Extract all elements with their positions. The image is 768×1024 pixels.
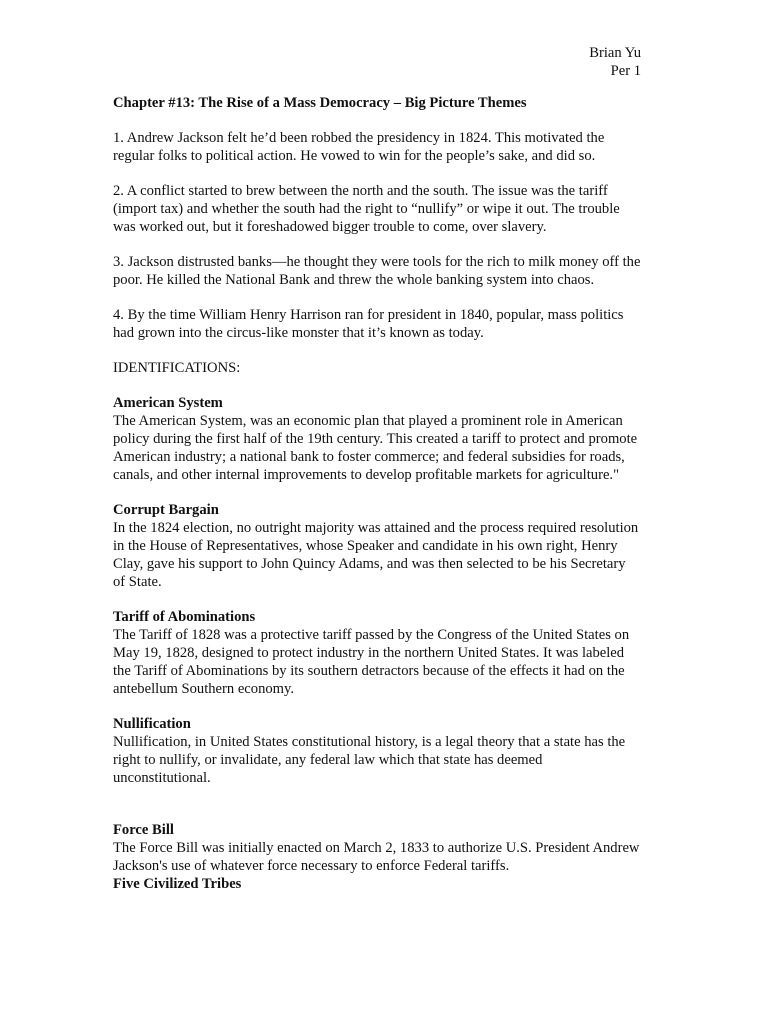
identification-corrupt-bargain bbox=[113, 501, 641, 591]
term-title: Nullification bbox=[113, 716, 191, 732]
student-name: Brian Yu bbox=[589, 45, 641, 61]
term-title: American System bbox=[113, 395, 223, 411]
class-period: Per 1 bbox=[610, 63, 641, 79]
theme-3: 3. Jackson distrusted banks—he thought they were tools for the rich to milk money off the poor. He killed the National Bank and threw the whole banking system into chaos. bbox=[113, 254, 641, 288]
term-definition: Nullification, in United States constitutional history, is a legal theory that a state has the right to nullify, or invalidate, any federal law which that state has deemed unconstitutional. bbox=[113, 734, 626, 786]
student-header bbox=[113, 44, 641, 80]
identification-american-system bbox=[113, 394, 641, 484]
term-definition: In the 1824 election, no outright majority was attained and the process required resolution in the House of Representatives, whose Speaker and candidate in his own right, Henry Clay, gave his support to John Quincy Adams, and was then selected to be his Secretary of State. bbox=[113, 520, 639, 590]
identification-five-civilized-tribes bbox=[113, 875, 641, 893]
term-title: Five Civilized Tribes bbox=[113, 876, 242, 892]
big-picture-themes bbox=[113, 129, 641, 342]
document-page bbox=[113, 44, 641, 910]
chapter-title: Chapter #13: The Rise of a Mass Democracy – Big Picture Themes bbox=[113, 95, 527, 111]
identifications-heading: IDENTIFICATIONS: bbox=[113, 360, 241, 376]
term-definition: The American System, was an economic plan that played a prominent role in American policy during the first half of the 19th century. This created a tariff to protect and promote American industry; a national bank to foster commerce; and federal subsidies for roads, canals, and other internal improvements to develop profitable markets for agriculture." bbox=[113, 413, 638, 483]
term-title: Force Bill bbox=[113, 822, 174, 838]
theme-2: 2. A conflict started to brew between the north and the south. The issue was the tariff (import tax) and whether the south had the right to “nullify” or wipe it out. The trouble was worked out, but it foreshadowed bigger trouble to come, over slavery. bbox=[113, 183, 620, 235]
theme-1: 1. Andrew Jackson felt he’d been robbed the presidency in 1824. This motivated the regular folks to political action. He vowed to win for the people’s sake, and did so. bbox=[113, 130, 605, 164]
identifications-list bbox=[113, 394, 641, 893]
identification-nullification bbox=[113, 715, 641, 787]
identification-tariff-of-abominations bbox=[113, 608, 641, 698]
theme-4: 4. By the time William Henry Harrison ran for president in 1840, popular, mass politics had grown into the circus-like monster that it’s known as today. bbox=[113, 307, 624, 341]
term-definition: The Force Bill was initially enacted on March 2, 1833 to authorize U.S. President Andrew Jackson's use of whatever force necessary to enforce Federal tariffs. bbox=[113, 840, 640, 874]
term-definition: The Tariff of 1828 was a protective tariff passed by the Congress of the United States on May 19, 1828, designed to protect industry in the northern United States. It was labeled the Tariff of Abominations by its southern detractors because of the effects it had on the antebellum Southern economy. bbox=[113, 627, 630, 697]
term-title: Tariff of Abominations bbox=[113, 609, 256, 625]
term-title: Corrupt Bargain bbox=[113, 502, 219, 518]
identification-force-bill bbox=[113, 821, 641, 875]
